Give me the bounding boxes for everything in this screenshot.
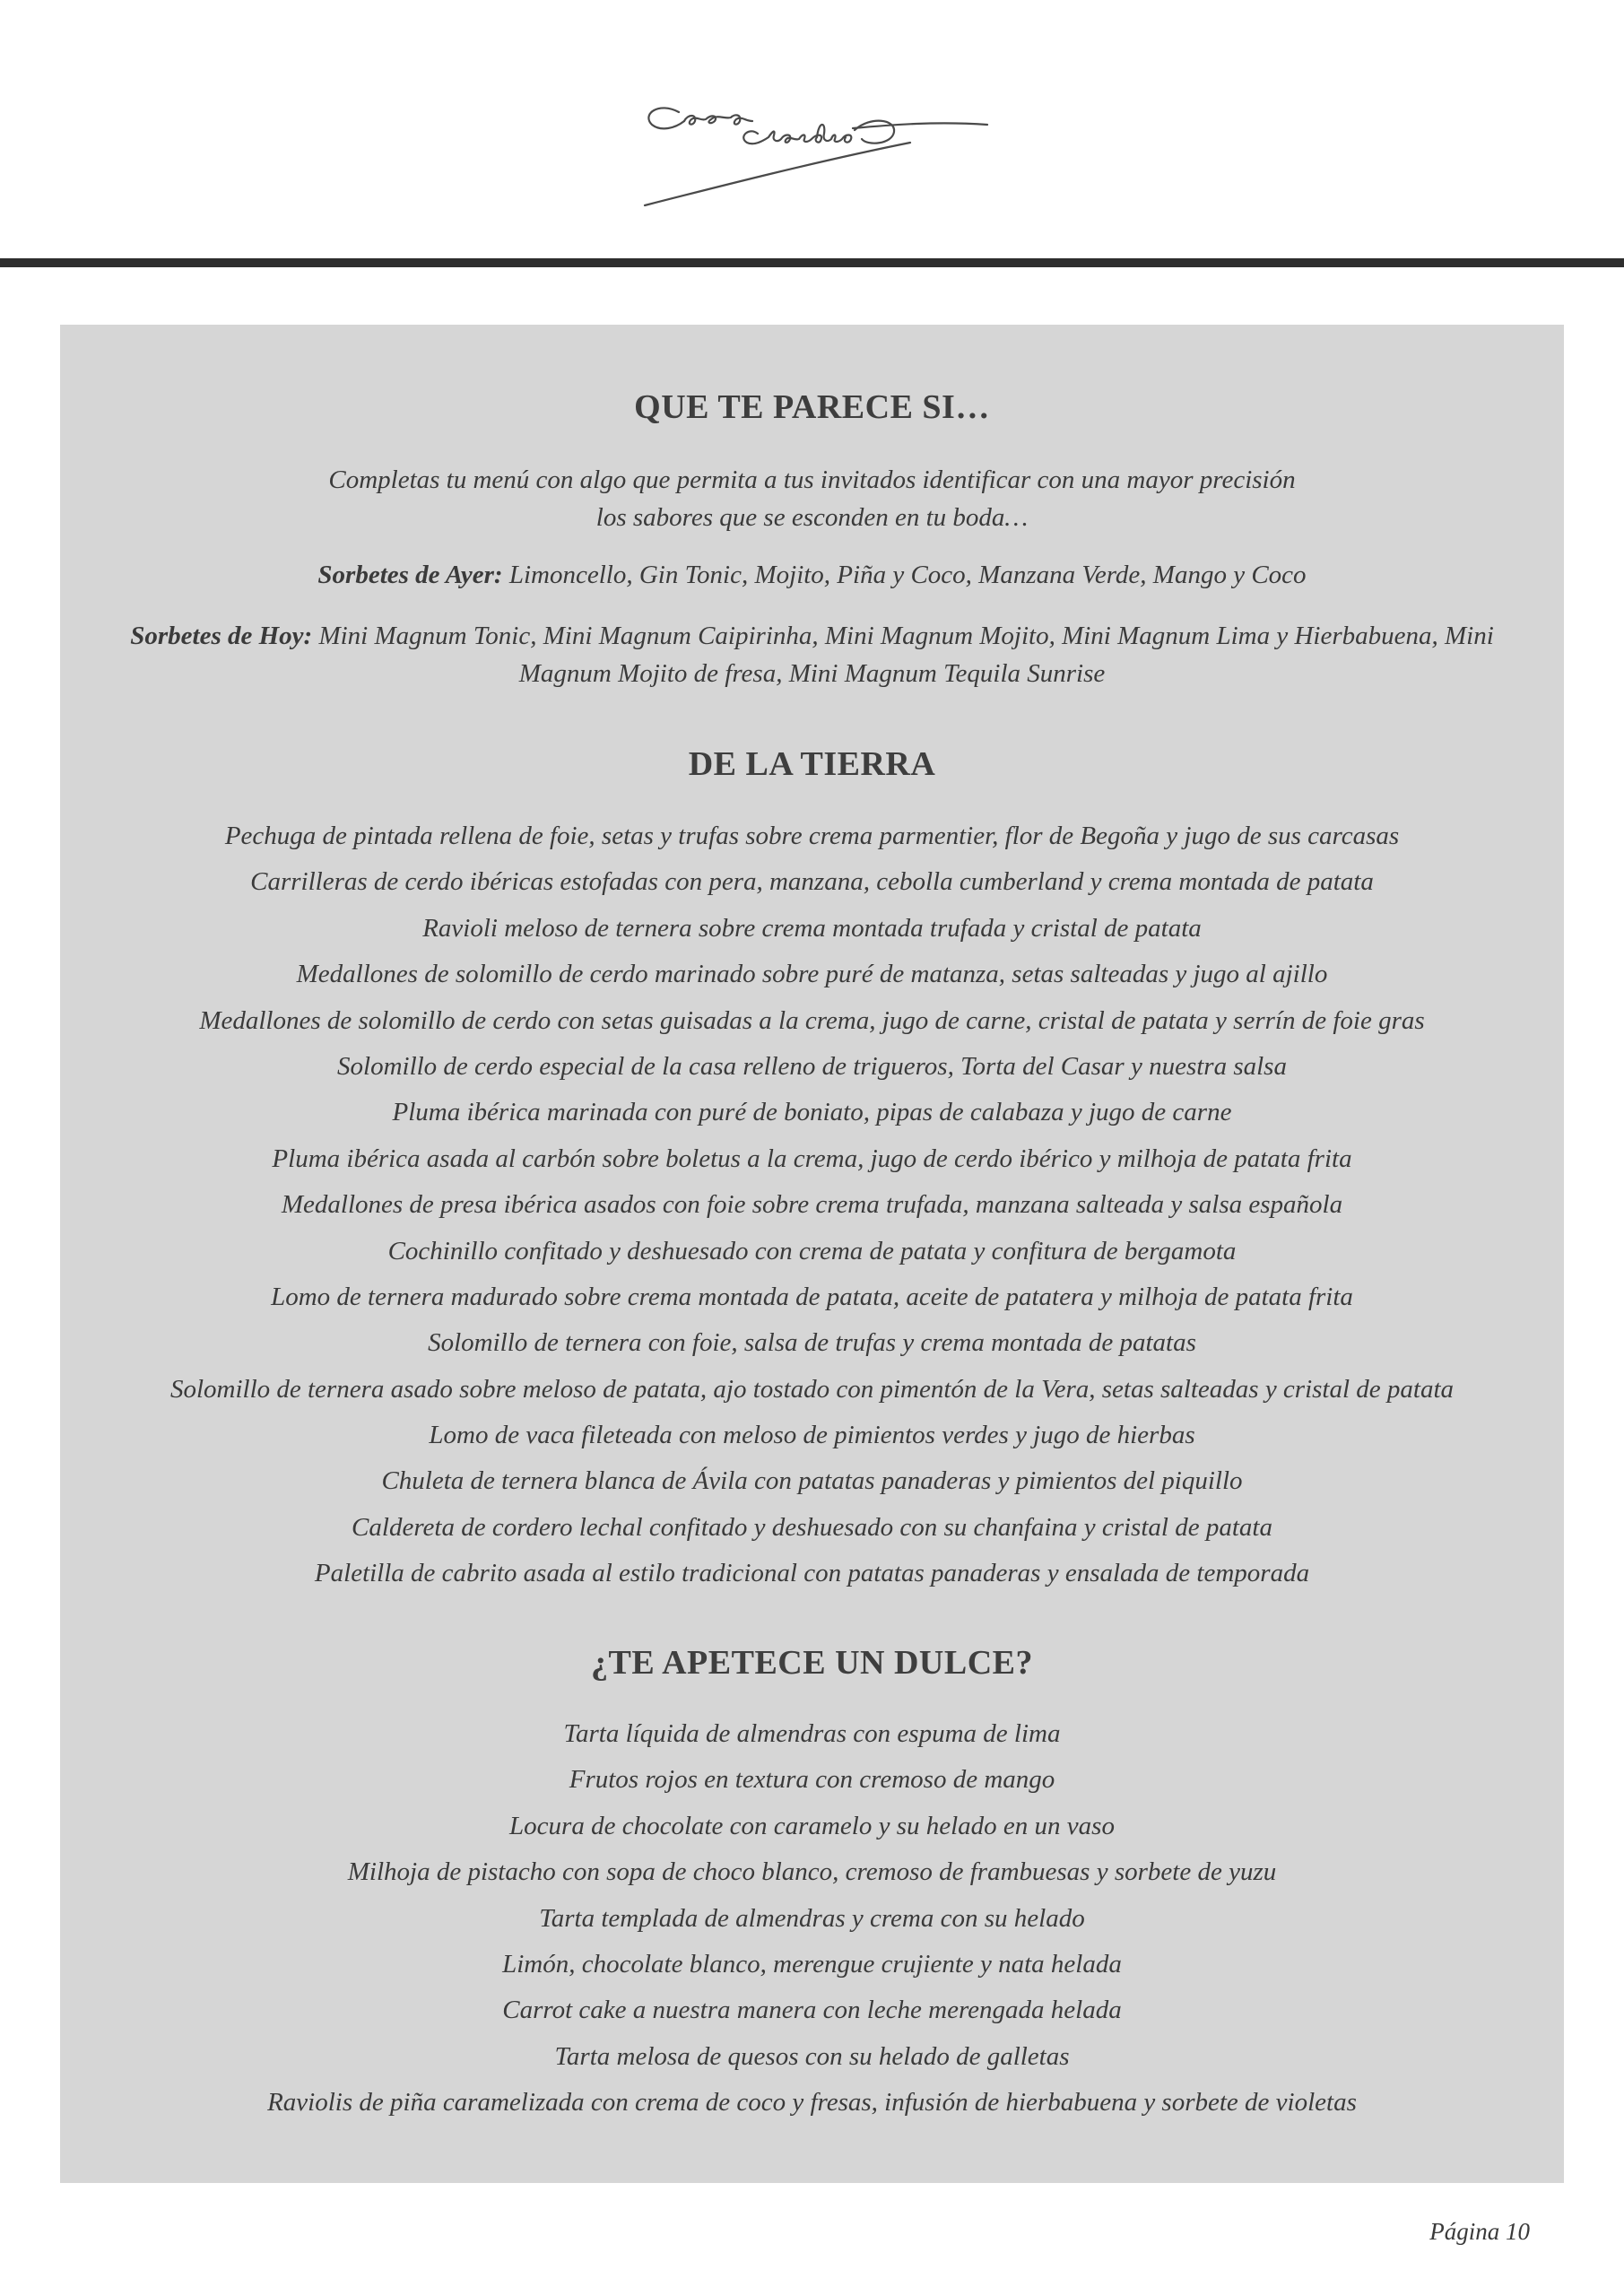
list-item: Lomo de vaca fileteada con meloso de pimientos verdes y jugo de hierbas (429, 1421, 1195, 1450)
list-item: Solomillo de ternera con foie, salsa de trufas y crema montada de patatas (428, 1328, 1196, 1358)
list-item: Solomillo de cerdo especial de la casa relleno de trigueros, Torta del Casar y nuestra salsa (337, 1051, 1287, 1081)
intro-paragraph (60, 461, 1564, 536)
list-item: Frutos rojos en textura con cremoso de mango (569, 1765, 1055, 1795)
intro-line: Completas tu menú con algo que permita a tus invitados identificar con una mayor precisión (328, 465, 1296, 494)
list-item: Cochinillo confitado y deshuesado con crema de patata y confitura de bergamota (387, 1236, 1237, 1265)
section-title-que-te-parece: QUE TE PARECE SI… (634, 388, 990, 426)
list-item: Solomillo de ternera asado sobre meloso de patata, ajo tostado con pimentón de la Vera, setas salteadas y cristal de patata (169, 1374, 1455, 1404)
sorbets-yesterday-label: Sorbetes de Ayer: (317, 561, 503, 589)
page-header (0, 0, 1624, 269)
list-item: Medallones de solomillo de cerdo marinado sobre puré de matanza, setas salteadas y jugo al ajillo (296, 960, 1328, 989)
list-item: Pechuga de pintada rellena de foie, setas y trufas sobre crema parmentier, flor de Begoña y jugo de sus carcasas (224, 822, 1400, 850)
sorbets-today-label: Sorbetes de Hoy: (130, 622, 313, 650)
section-title-te-apetece-un-dulce: ¿TE APETECE UN DULCE? (591, 1644, 1033, 1682)
list-item: Locura de chocolate con caramelo y su helado en un vaso (509, 1811, 1115, 1840)
land-dish-list (60, 813, 1564, 1597)
dessert-list (60, 1711, 1564, 2126)
list-item: Caldereta de cordero lechal confitado y deshuesado con su chanfaina y cristal de patata (352, 1512, 1272, 1542)
list-item: Paletilla de cabrito asada al estilo tradicional con patatas panaderas y ensalada de temporada (314, 1559, 1310, 1588)
list-item: Lomo de ternera madurado sobre crema montada de patata, aceite de patatera y milhoja de patata frita (271, 1282, 1353, 1311)
sorbets-today-text: Mini Magnum Tonic, Mini Magnum Caipirinha, Mini Magnum Mojito, Mini Magnum Lima y Hierbabuena, Mini Magnum Mojito de fresa, Mini Magnum Tequila Sunrise (312, 622, 1494, 688)
list-item: Ravioli meloso de ternera sobre crema montada trufada y cristal de patata (422, 913, 1202, 943)
sorbets-yesterday (96, 556, 1528, 594)
intro-line: los sabores que se esconden en tu boda… (595, 503, 1029, 532)
list-item: Milhoja de pistacho con sopa de choco blanco, cremoso de frambuesas y sorbete de yuzu (347, 1857, 1277, 1887)
header-divider (0, 258, 1624, 267)
list-item: Medallones de solomillo de cerdo con setas guisadas a la crema, jugo de carne, cristal de patata y serrín de foie gras (199, 1005, 1425, 1035)
list-item: Tarta templada de almendras y crema con su helado (539, 1903, 1085, 1933)
sorbets-today (96, 617, 1528, 692)
list-item: Carrot cake a nuestra manera con leche merengada helada (502, 1996, 1122, 2025)
menu-panel (60, 325, 1564, 2183)
list-item: Pluma ibérica marinada con puré de boniato, pipas de calabaza y jugo de carne (392, 1098, 1232, 1127)
casa-claudio-signature-logo (641, 94, 991, 211)
page-number: Página 10 (1429, 2218, 1530, 2245)
list-item: Chuleta de ternera blanca de Ávila con patatas panaderas y pimientos del piquillo (381, 1466, 1243, 1496)
section-title-de-la-tierra: DE LA TIERRA (688, 745, 936, 783)
list-item: Tarta líquida de almendras con espuma de lima (563, 1719, 1061, 1748)
list-item: Carrilleras de cerdo ibéricas estofadas con pera, manzana, cebolla cumberland y crema montada de patata (250, 867, 1374, 897)
sorbets-yesterday-text: Limoncello, Gin Tonic, Mojito, Piña y Coco, Manzana Verde, Mango y Coco (502, 561, 1307, 589)
list-item: Limón, chocolate blanco, merengue crujiente y nata helada (502, 1949, 1122, 1979)
list-item: Medallones de presa ibérica asados con foie sobre crema trufada, manzana salteada y salsa española (281, 1190, 1343, 1220)
list-item: Raviolis de piña caramelizada con crema de coco y fresas, infusión de hierbabuena y sorbete de violetas (267, 2088, 1357, 2118)
list-item: Tarta melosa de quesos con su helado de galletas (554, 2041, 1070, 2071)
list-item: Pluma ibérica asada al carbón sobre boletus a la crema, jugo de cerdo ibérico y milhoja de patata frita (272, 1144, 1352, 1173)
